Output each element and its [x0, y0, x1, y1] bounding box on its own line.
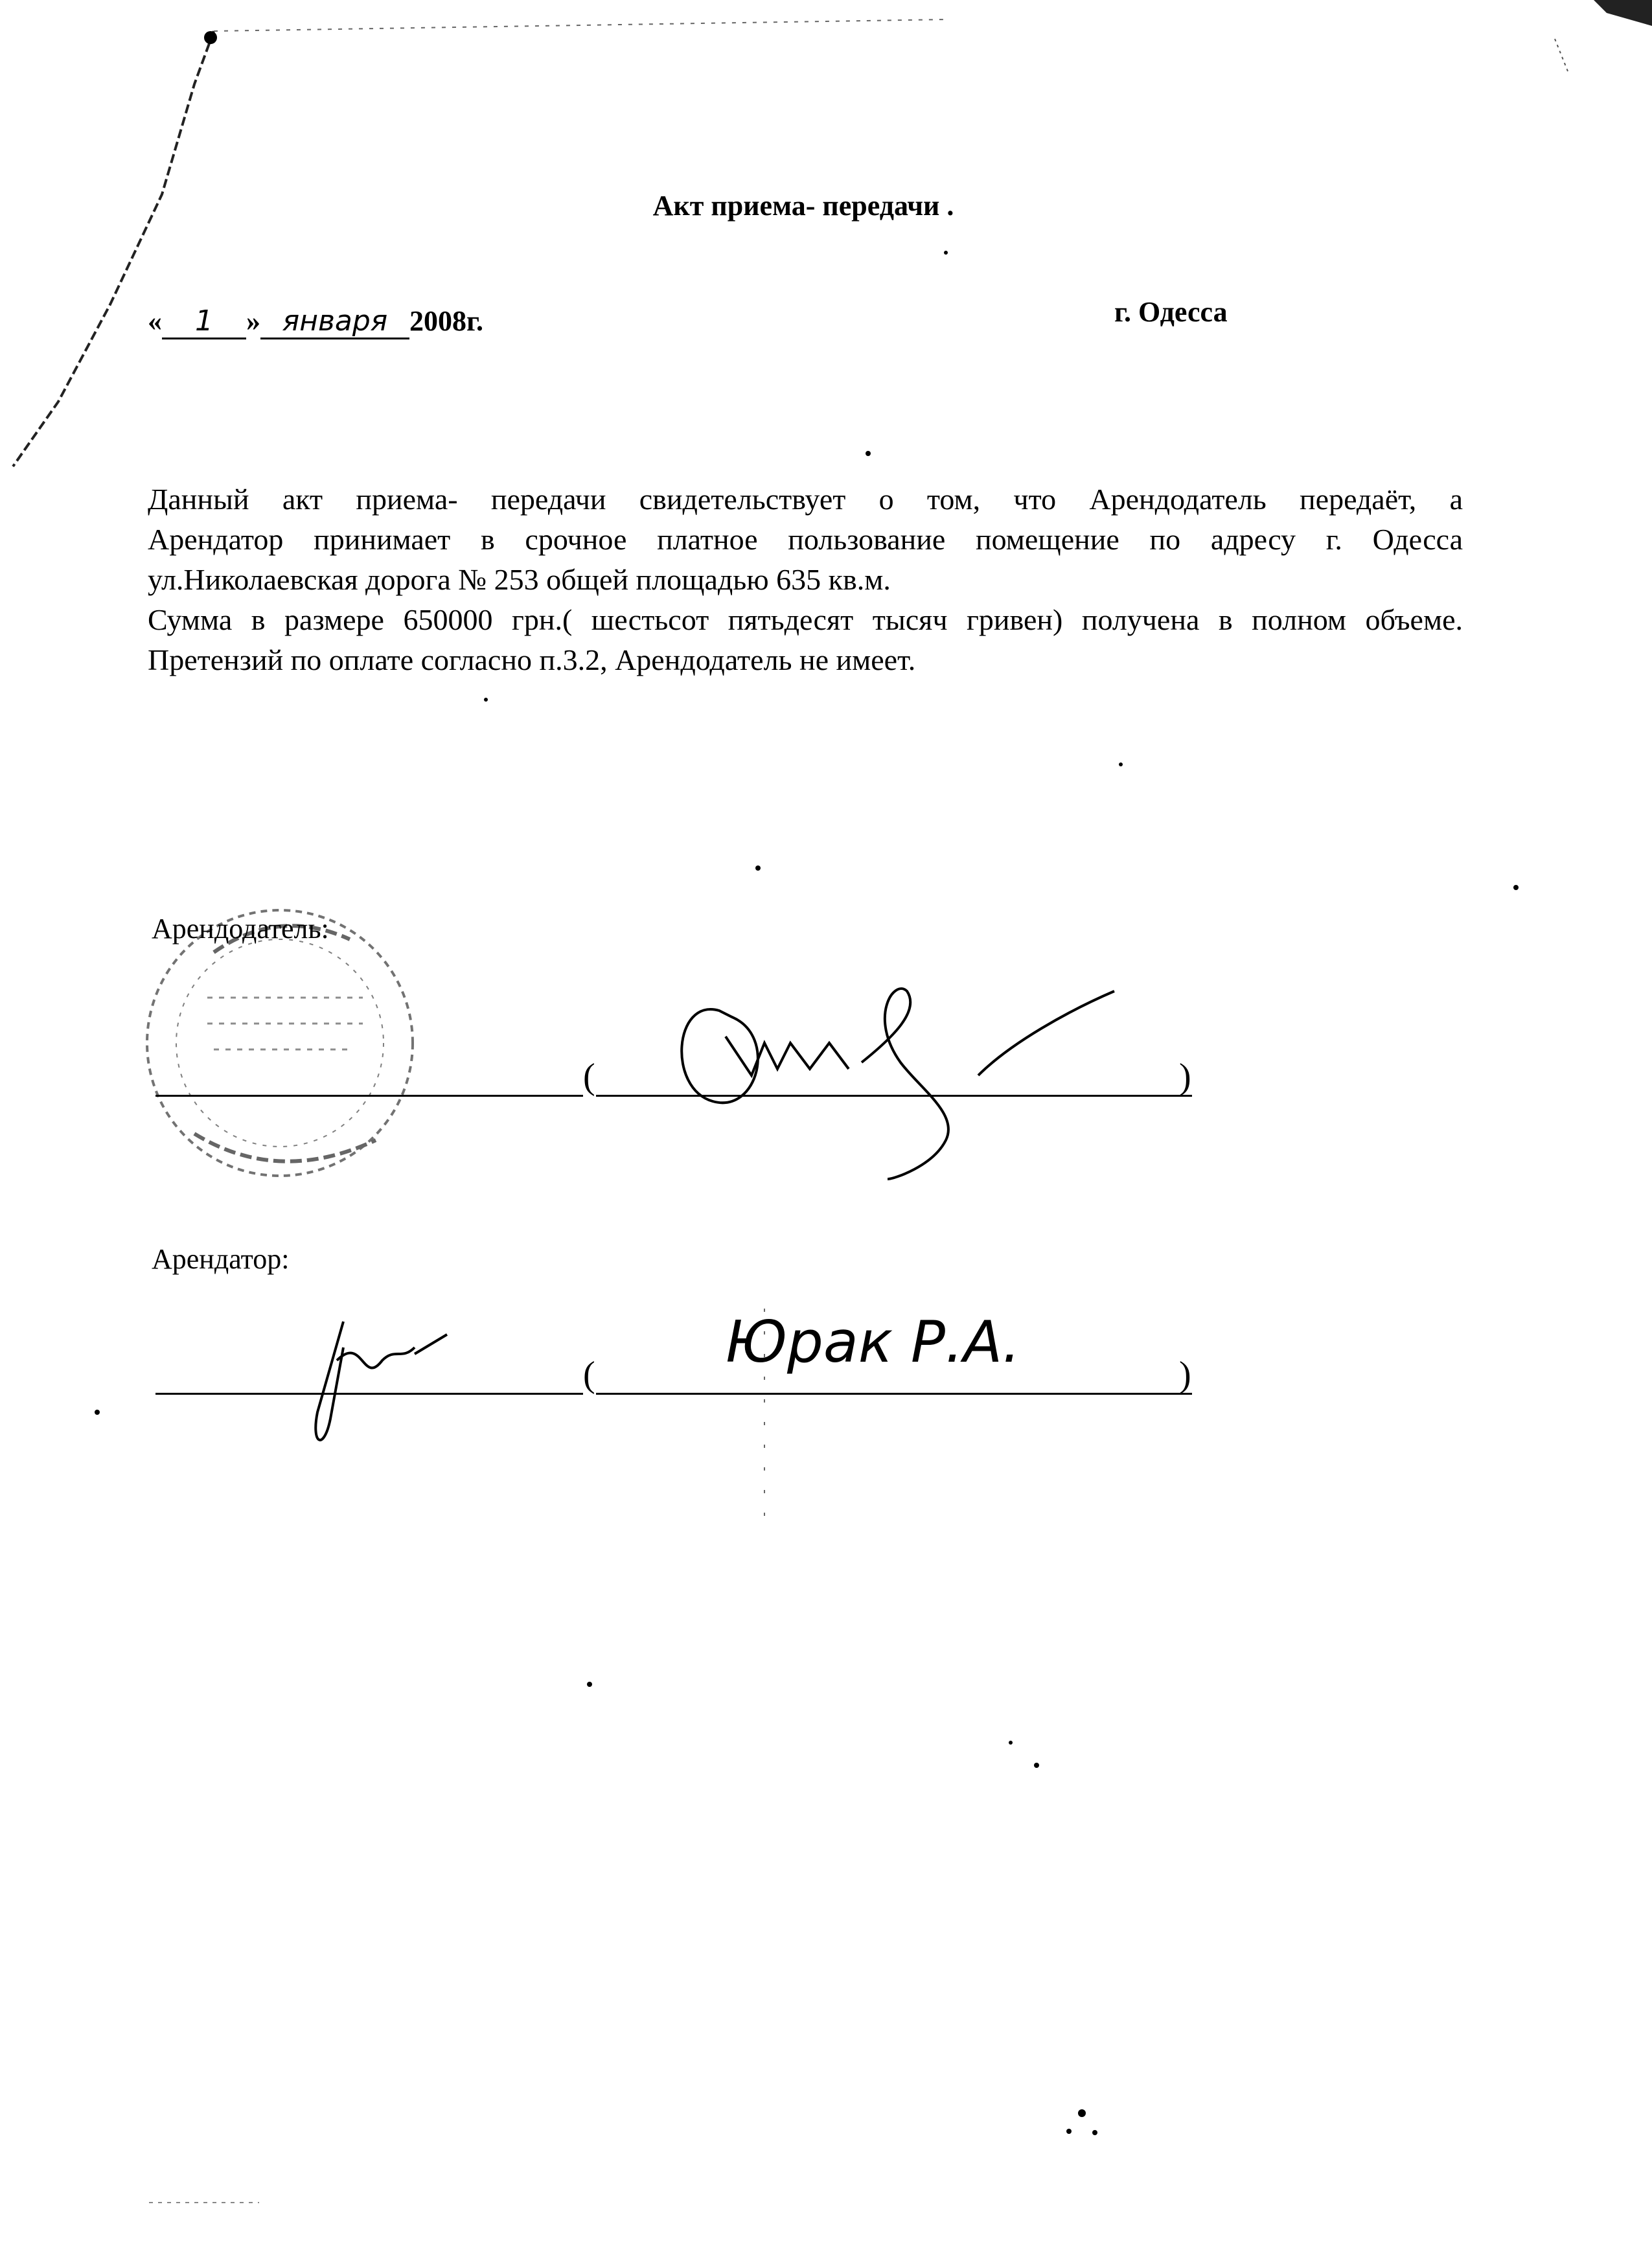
document-title: Акт приема- передачи .	[652, 190, 954, 222]
lessor-signature	[682, 989, 1114, 1179]
date-month: января	[260, 304, 409, 339]
lessee-name-handwritten: Юрак Р.А.	[726, 1309, 1021, 1375]
lessee-label: Арендатор:	[152, 1243, 290, 1275]
lessor-name-line	[596, 1095, 1192, 1097]
lessee-name-line	[596, 1393, 1192, 1395]
document-date	[148, 304, 483, 339]
date-day: 1	[162, 304, 246, 339]
lessee-signature-line	[155, 1393, 583, 1395]
date-open-quote: «	[148, 305, 162, 337]
lessor-paren-close: )	[1179, 1057, 1191, 1097]
lessor-label: Арендодатель:	[152, 913, 329, 945]
body-line: Сумма в размере 650000 грн.( шестьсот пятьдесят тысяч гривен) получена в полном объеме.	[148, 603, 1463, 636]
document-city: г. Одесса	[1114, 296, 1228, 328]
lessee-signature	[315, 1322, 447, 1440]
lessor-signature-line	[155, 1095, 583, 1097]
body-line: Претензий по оплате согласно п.3.2, Арендодатель не имеет.	[148, 643, 916, 676]
document-body	[148, 479, 1463, 680]
date-year: 2008г.	[409, 305, 484, 337]
body-line: ул.Николаевская дорога № 253 общей площадью 635 кв.м.	[148, 563, 891, 596]
lessor-paren-open: (	[583, 1057, 595, 1097]
lessee-paren-open: (	[583, 1355, 595, 1395]
body-line: Арендатор принимает в срочное платное пользование помещение по адресу г. Одесса	[148, 523, 1463, 556]
date-close-quote: »	[246, 305, 260, 337]
lessor-seal-stamp	[147, 910, 413, 1176]
body-line: Данный акт приема- передачи свидетельствует о том, что Арендодатель передаёт, а	[148, 483, 1463, 516]
lessee-paren-close: )	[1179, 1355, 1191, 1395]
